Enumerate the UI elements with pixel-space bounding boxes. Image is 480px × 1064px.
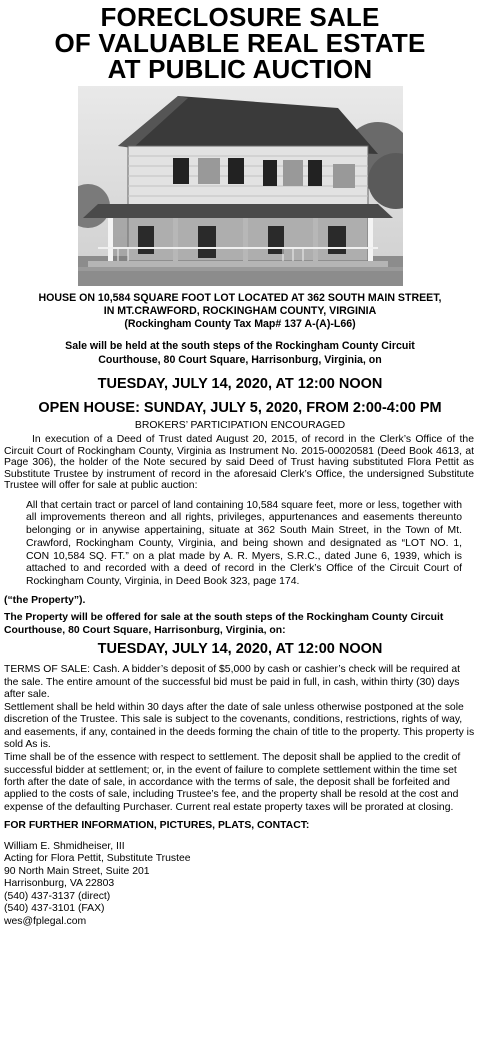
house-photo (78, 86, 403, 286)
property-label: (“the Property”). (4, 595, 86, 607)
notice-title (0, 4, 480, 82)
contact-block (4, 841, 476, 929)
contact-phone: (540) 437-3137 (direct) (4, 890, 111, 902)
terms-paragraph: TERMS OF SALE: Cash. A bidder’s deposit of $5,000 by cash or cashier’s check will be required at the sale. The entire amount of the successful bid must be paid in full, in cash, within thirty (30) days after sale. (4, 664, 461, 700)
further-info-heading: FOR FURTHER INFORMATION, PICTURES, PLATS, CONTACT: (4, 819, 310, 831)
sale-location-line-2: Courthouse, 80 Court Square, Harrisonburg, Virginia, on (98, 354, 382, 366)
house-photo-image (78, 86, 403, 286)
open-house: OPEN HOUSE: SUNDAY, JULY 5, 2020, FROM 2:00-4:00 PM (38, 400, 442, 416)
offered-statement: The Property will be offered for sale at the south steps of the Rockingham County Circuit Courthouse, 80 Court Square, Harrisonburg, Virginia, on: (4, 612, 444, 636)
brokers-note: BROKERS’ PARTICIPATION ENCOURAGED (134, 420, 346, 431)
contact-role: Acting for Flora Pettit, Substitute Trustee (4, 853, 191, 865)
contact-email[interactable]: wes@fplegal.com (4, 915, 87, 927)
contact-fax: (540) 437-3101 (FAX) (4, 903, 105, 915)
contact-city: Harrisonburg, VA 22803 (4, 878, 115, 890)
terms-of-sale (4, 664, 476, 814)
address-line-3: (Rockingham County Tax Map# 137 A-(A)-L66) (124, 318, 356, 330)
sale-location-line-1: Sale will be held at the south steps of the Rockingham County Circuit (65, 340, 415, 352)
terms-paragraph: Time shall be of the essence with respect to settlement. The deposit shall be applied to the credit of successful bidder at settlement; or, in the event of failure to complete settlement within the time set forth after the date of sale, in accordance with the terms of sale, the deposit shall be forfeited and applied to the costs of sale, including Trustee’s fee, and the property shall be resold at the cost and expense of the defaulting Purchaser. Current real estate property taxes will be prorated at closing. (4, 752, 461, 813)
terms-paragraph: Settlement shall be held within 30 days after the date of sale unless otherwise postponed at the sole discretion of the Trustee. This sale is subject to the covenants, conditions, restrictions, rights of way, and easements, if any, contained in the deeds forming the chain of title to the property. This property is sold As is. (4, 702, 475, 751)
title-line-3: AT PUBLIC AUCTION (107, 54, 373, 84)
contact-street: 90 North Main Street, Suite 201 (4, 865, 150, 877)
title-line-2: OF VALUABLE REAL ESTATE (54, 28, 426, 58)
title-line-1: FORECLOSURE SALE (100, 2, 380, 32)
intro-paragraph: In execution of a Deed of Trust dated August 20, 2015, of record in the Clerk’s Office of the Circuit Court of Rockingham County, Virginia as Instrument No. 2015-00020581 (Deed Book 4613, at Page 306), the holder of the Note secured by said Deed of Trust having substituted Flora Pettit as Substitute Trustee by instrument of record in the aforesaid Clerk’s Office, the undersigned Substitute Trustee will offer for sale at public auction: (4, 434, 474, 491)
contact-name: William E. Shmidheiser, III (4, 840, 125, 852)
sale-date-repeat: TUESDAY, JULY 14, 2020, AT 12:00 NOON (97, 641, 383, 658)
sale-date: TUESDAY, JULY 14, 2020, AT 12:00 NOON (97, 376, 383, 392)
address-line-2: IN MT.CRAWFORD, ROCKINGHAM COUNTY, VIRGINIA (103, 305, 377, 317)
property-address (2, 292, 478, 331)
address-line-1: HOUSE ON 10,584 SQUARE FOOT LOT LOCATED AT 362 SOUTH MAIN STREET, (38, 292, 442, 304)
legal-description: All that certain tract or parcel of land containing 10,584 square feet, more or less, together with all improvements thereon and all rights, privileges, appurtenances and easements thereunto belonging or in anywise appertaining, situate at 362 South Main Street, in the Town of Mt. Crawford, Rockingham County, Virginia, and being shown and designated as “LOT NO. 1, CON 10,584 SQ. FT.” on a plat made by A. R. Myers, S.R.C., dated June 6, 1939, which is attached to and recorded with a deed of record in the Clerk’s Office of the Circuit Court of Rockingham County, Virginia, in Deed Book 323, page 174. (26, 499, 462, 588)
sale-location (4, 339, 476, 367)
